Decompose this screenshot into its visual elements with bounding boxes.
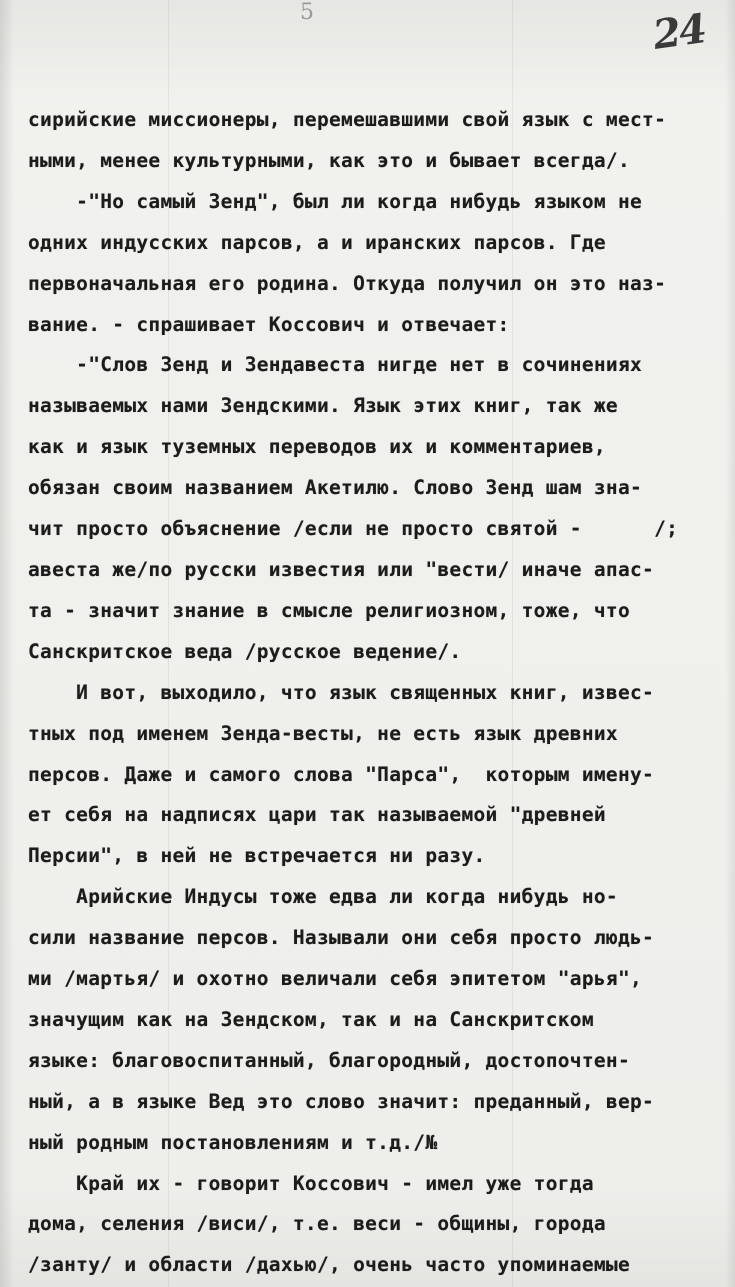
text-line: /занту/ и области /дахью/, очень часто упоминаемые [28, 1253, 630, 1277]
text-line: Персии", в ней не встречается ни разу. [28, 844, 486, 868]
handwritten-page-number: 24 [650, 5, 708, 59]
text-line: тных под именем Зенда-весты, не есть язык древних [28, 721, 618, 745]
text-line: ми /мартья/ и охотно величали себя эпитетом "арья", [28, 967, 643, 991]
text-line: ный, а в языке Вед это слово значит: преданный, вер- [28, 1089, 655, 1113]
text-line: И вот, выходило, что язык священных книг, извес- [28, 680, 655, 704]
text-line: языке: благовоспитанный, благородный, достопочтен- [28, 1048, 630, 1072]
text-line: ный родным постановлениям и т.д./№ [28, 1130, 438, 1154]
text-line: авеста же/по русски известия или "вести/ иначе апас- [28, 557, 655, 581]
text-line: называемых нами Зендскими. Язык этих книг, так же [28, 394, 618, 418]
text-line: та - значит знание в смысле религиозном, тоже, что [28, 598, 630, 622]
text-line: дома, селения /виси/, т.е. веси - общины, города [28, 1212, 606, 1236]
text-line: значущим как на Зендском, так и на Санскритском [28, 1007, 594, 1031]
text-line: -"Слов Зенд и Зендавеста нигде нет в сочинениях [28, 353, 643, 377]
text-line: -"Но самый Зенд", был ли когда нибудь языком не [28, 189, 643, 213]
text-line: сирийские миссионеры, перемешавшими свой язык с мест- [28, 108, 667, 131]
text-line: Санскритское веда /русское ведение/. [28, 639, 462, 663]
text-line: как и язык туземных переводов их и комментариев, [28, 435, 606, 459]
text-line: Край их - говорит Коссович - имел уже тогда [28, 1171, 594, 1195]
text-line: Арийские Индусы тоже едва ли когда нибудь но- [28, 885, 618, 909]
text-line: одних индусских парсов, а и иранских парсов. Где [28, 230, 606, 254]
text-line: сили название персов. Называли они себя просто людь- [28, 926, 655, 950]
text-line: ет себя на надписях цари так называемой "древней [28, 803, 606, 827]
typewritten-body [28, 100, 728, 1286]
text-line: ными, менее культурными, как это и бывает всегда/. [28, 148, 630, 172]
corner-mark: 5 [300, 0, 314, 25]
text-line: чит просто объяснение /если не просто святой - /; [28, 517, 679, 541]
text-line: обязан своим названием Акетилю. Слово Зенд шам зна- [28, 476, 643, 500]
text-line: первоначальная его родина. Откуда получил он это наз- [28, 271, 667, 295]
text-line: персов. Даже и самого слова "Парса", которым имену- [28, 762, 655, 786]
text-line: вание. - спрашивает Коссович и отвечает: [28, 312, 510, 336]
